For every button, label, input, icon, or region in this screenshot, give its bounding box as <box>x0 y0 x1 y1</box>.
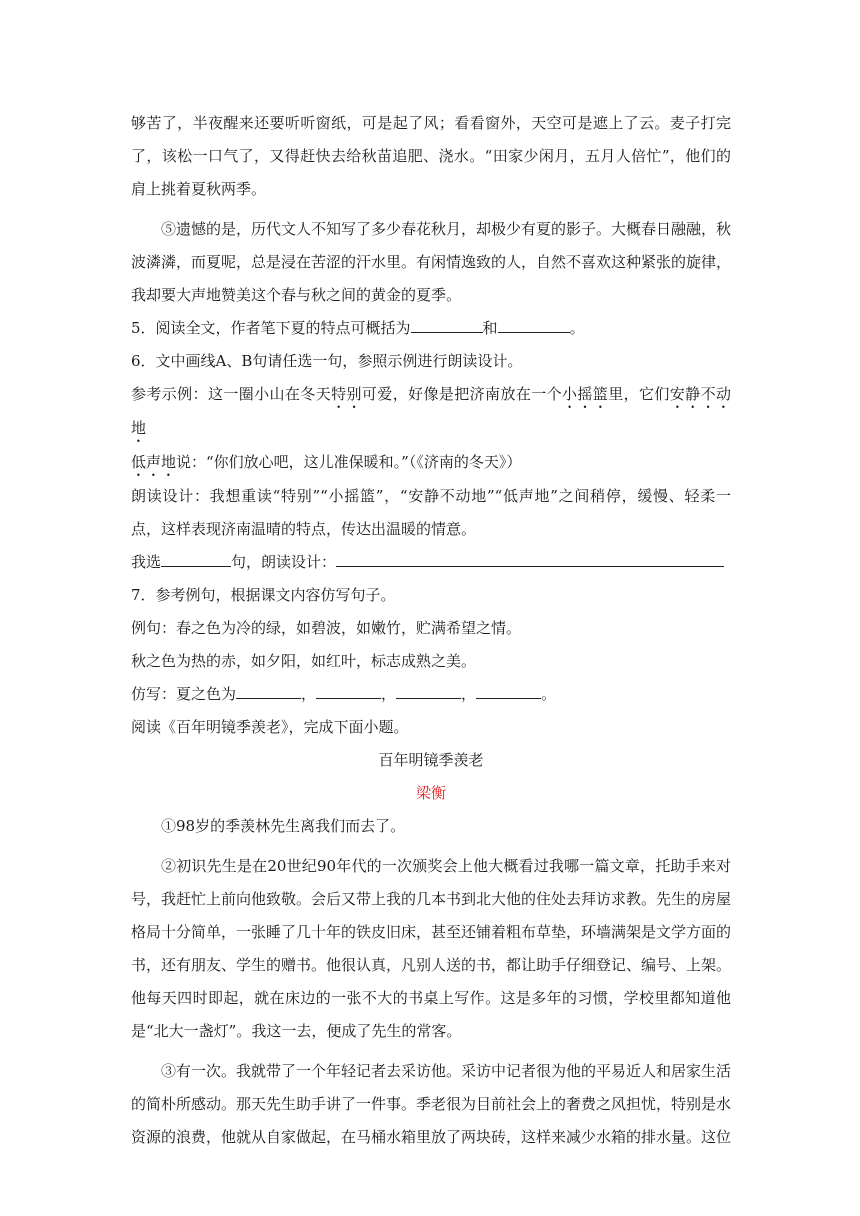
answer-label: 句，朗读设计： <box>231 553 337 571</box>
q5-text: 5．阅读全文，作者笔下夏的特点可概括为 <box>131 319 411 337</box>
article-paragraph-3: ③有一次。我就带了一个年轻记者去采访他。采访中记者很为他的平易近人和居家生活的简朴所感动。那天先生助手讲了一件事。季老很为目前社会上的奢费之风担忧，特别是水资源的浪费，他就从自家做起，在马桶水箱里放了两块砖，这样来减少水箱的排水量。这位 <box>131 1062 732 1146</box>
imitate-label: 仿写：夏之色为 <box>131 685 237 703</box>
q5-end: 。 <box>569 319 585 337</box>
answer-blank-5[interactable] <box>396 684 461 699</box>
answer-blank-6[interactable] <box>476 684 541 699</box>
example-text: 里，它们 <box>608 385 670 403</box>
article-author: 梁衡 <box>415 784 446 802</box>
answer-blank-2[interactable] <box>498 318 570 333</box>
answer-blank-choice[interactable] <box>161 552 231 567</box>
comma: ， <box>381 685 397 703</box>
question-6: 6．文中画线A、B句请任选一句，参照示例进行朗读设计。 <box>131 352 523 370</box>
example-text: 参考示例：这一圈小山在冬天 <box>131 385 332 403</box>
question-7: 7．参考例句，根据课文内容仿写句子。 <box>131 586 396 604</box>
paragraph-intro-continued: 够苦了，半夜醒来还要听听窗纸，可是起了风；看看窗外，天空可是遮上了云。麦子打完了，该松一口气了，又得赶快去给秋苗追肥、浇水。“田家少闲月，五月人倍忙”，他们的肩上挑着夏秋两季。 <box>131 114 731 198</box>
paragraph-5: ⑤遗憾的是，历代文人不知写了多少春花秋月，却极少有夏的影子。大概春日融融，秋波潾潾，而夏呢，总是浸在苦涩的汗水里。有闲情逸致的人，自然不喜欢这种紧张的旋律，我却要大声地赞美这个春与秋之间的黄金的夏季。 <box>131 220 732 304</box>
question-7-example-2: 秋之色为热的赤，如夕阳，如红叶，标志成熟之美。 <box>131 652 477 670</box>
answer-blank-1[interactable] <box>411 318 483 333</box>
question-6-design: 朗读设计：我想重读“特别”“小摇篮”，“安静不动地”“低声地”之间稍停，缓慢、轻柔一点，这样表现济南温晴的特点，传达出温暖的情意。 <box>131 487 731 538</box>
q5-and: 和 <box>482 319 498 337</box>
period: 。 <box>541 685 557 703</box>
answer-blank-4[interactable] <box>316 684 381 699</box>
comma: ， <box>461 685 477 703</box>
question-6-example <box>131 378 731 480</box>
comma: ， <box>301 685 317 703</box>
emphasis-text: 小摇篮 <box>562 385 609 403</box>
example-text: 可爱，好像是把济南放在一个 <box>361 385 563 403</box>
question-5 <box>131 312 731 345</box>
example-text: 说：“你们放心吧，这儿准保暖和。”（《济南的冬天》） <box>176 453 522 471</box>
document-body <box>131 107 731 1154</box>
article-paragraph-2: ②初识先生是在20世纪90年代的一次颁奖会上他大概看过我哪一篇文章，托助手来对号，我赶忙上前向他致敬。会后又带上我的几本书到北大他的住处去拜访求教。先生的房屋格局十分简单，一张睡了几十年的铁皮旧床，甚至还铺着粗布草垫，环墙满架是文学方面的书，还有朋友、学生的赠书。他很认真，凡别人送的书，都让助手仔细登记、编号、上架。他每天四时即起，就在床边的一张不大的书桌上写作。这是多年的习惯，学校里都知道他是“北大一盏灯”。我这一去，便成了先生的常客。 <box>131 857 732 1040</box>
question-7-imitate <box>131 678 731 711</box>
answer-blank-3[interactable] <box>236 684 301 699</box>
emphasis-text: 安静不动地 <box>131 385 731 437</box>
emphasis-text: 特别 <box>331 385 362 403</box>
question-6-answer <box>131 546 731 579</box>
article-paragraph-1: ①98岁的季羡林先生离我们而去了。 <box>161 817 406 835</box>
answer-blank-design[interactable] <box>336 552 724 567</box>
answer-label: 我选 <box>131 553 162 571</box>
question-7-example-1: 例句：春之色为冷的绿，如碧波，如嫩竹，贮满希望之情。 <box>131 619 522 637</box>
article-title: 百年明镜季羡老 <box>378 751 484 769</box>
reading-prompt: 阅读《百年明镜季羡老》，完成下面小题。 <box>131 718 409 736</box>
emphasis-text: 低声地 <box>131 453 177 471</box>
